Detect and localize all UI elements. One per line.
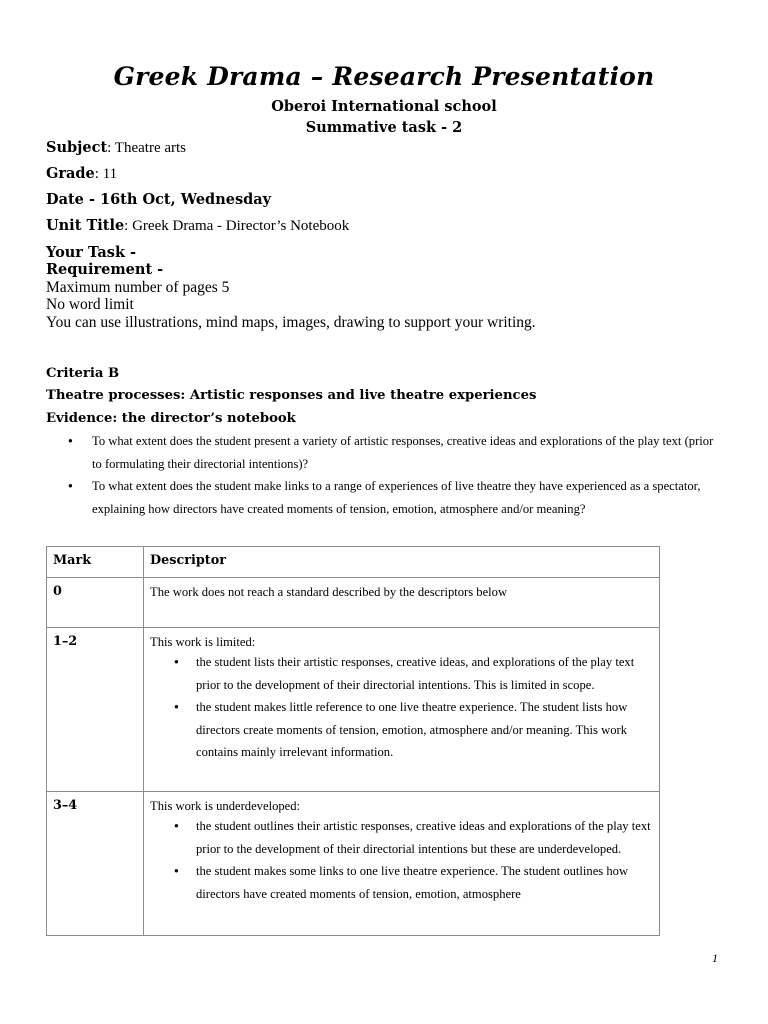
unit-title-label: Unit Title [46,217,125,234]
descriptor-intro: The work does not reach a standard described by the descriptors below [150,585,508,599]
criteria-subheading: Theatre processes: Artistic responses and live theatre experiences [46,388,537,403]
unit-title-value: : Greek Drama - Director’s Notebook [124,218,350,234]
rubric-table [46,546,660,936]
mark-cell: 3–4 [47,792,144,936]
requirement-heading: Requirement - [46,261,164,278]
requirement-word-limit: No word limit [46,296,134,313]
table-header-row [47,547,660,578]
descriptor-bullets [150,815,653,905]
requirement-pages: Maximum number of pages 5 [46,279,230,296]
subject-value: : Theatre arts [107,140,187,156]
descriptor-bullets [150,651,653,764]
school-name: Oberoi International school [271,98,497,115]
list-item: ● To what extent does the student present a variety of artistic responses, creative ideas and explorations of the play text (prior to formulating their directorial intentions)? [66,430,726,475]
criteria-questions [66,430,726,520]
list-item: ● To what extent does the student make links to a range of experiences of live theatre they have experienced as a spectator, explaining how directors have created moments of tension, emotion, atmosphere and/or meaning? [66,475,726,520]
column-header-mark: Mark [47,547,144,578]
list-item: ● the student lists their artistic responses, creative ideas, and explorations of the play text prior to the development of their directorial intentions. This is limited in scope. [150,651,653,696]
descriptor-cell [144,628,660,792]
table-row [47,578,660,628]
list-item: ● the student outlines their artistic responses, creative ideas and explorations of the play text prior to the development of their directorial intentions but these are underdeveloped. [150,815,653,860]
mark-cell: 1–2 [47,628,144,792]
date-text: Date - 16th Oct, Wednesday [46,191,272,208]
descriptor-cell [144,792,660,936]
descriptor-cell [144,578,660,628]
requirement-illustrations: You can use illustrations, mind maps, images, drawing to support your writing. [46,314,536,331]
column-header-descriptor: Descriptor [144,547,660,578]
task-name: Summative task - 2 [305,119,463,136]
grade-value: : 11 [94,166,118,182]
list-item: ● the student makes little reference to one live theatre experience. The student lists how directors create moments of tension, emotion, atmosphere and/or meaning. This work contains mainly irrelevant information. [150,696,653,764]
mark-cell: 0 [47,578,144,628]
grade-line [46,165,117,183]
grade-label: Grade [46,165,95,182]
descriptor-intro: This work is limited: [150,635,256,649]
descriptor-intro: This work is underdeveloped: [150,799,301,813]
subject-label: Subject [46,139,108,156]
document-title: Greek Drama – Research Presentation [113,62,655,91]
your-task-heading: Your Task - [46,244,137,261]
table-row [47,628,660,792]
list-item: ● the student makes some links to one live theatre experience. The student outlines how directors have created moments of tension, emotion, atmosphere [150,860,653,905]
criteria-evidence: Evidence: the director’s notebook [46,411,296,426]
page-number: 1 [712,951,718,965]
table-row [47,792,660,936]
criteria-heading: Criteria B [46,366,120,381]
date-line [46,191,271,208]
subject-line [46,139,186,157]
unit-title-line [46,217,349,235]
